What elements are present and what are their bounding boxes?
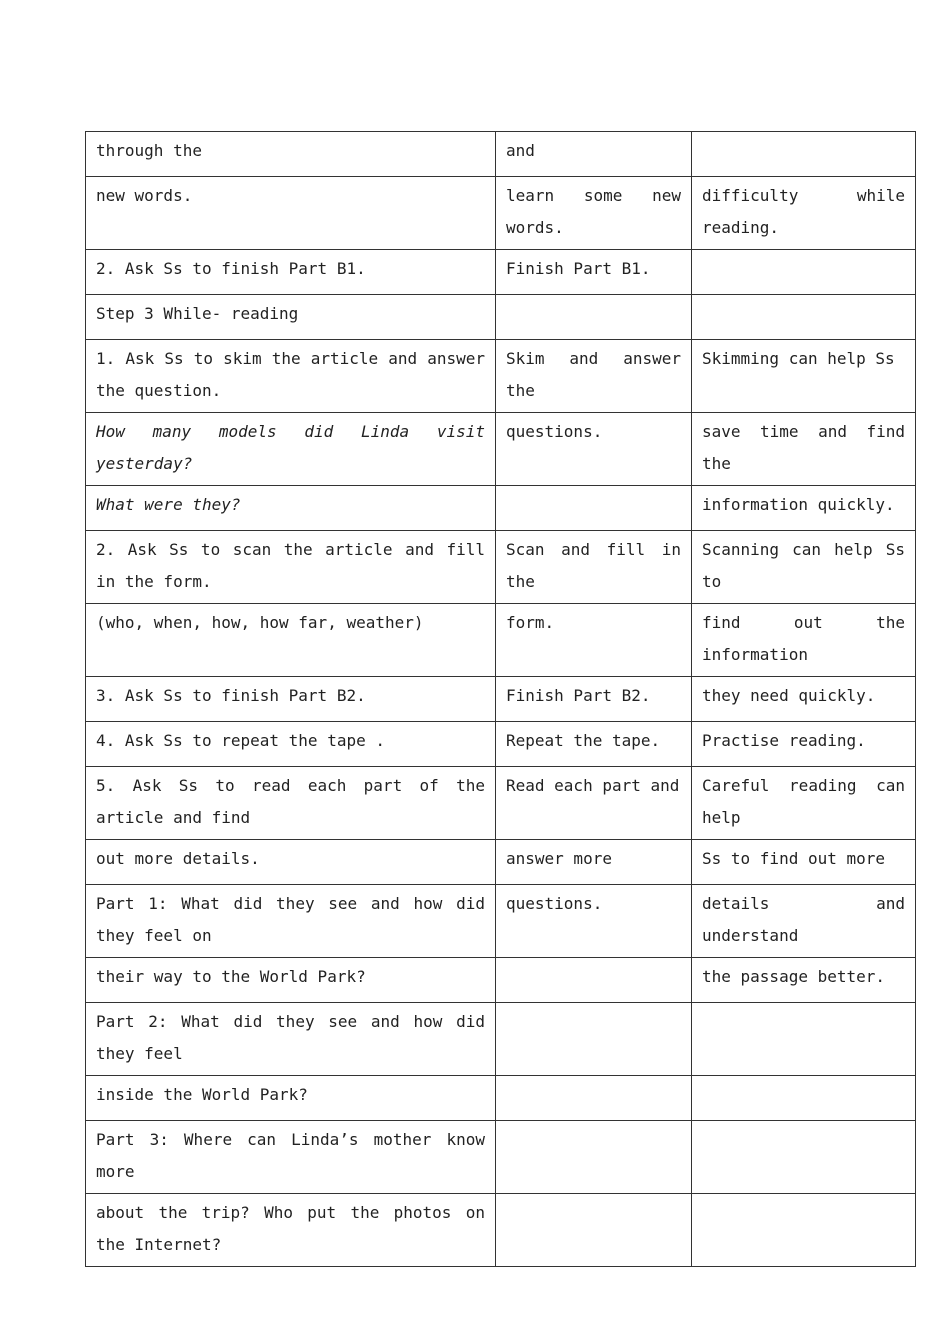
teacher-activity-cell: 1. Ask Ss to skim the article and answer the question. [86,340,496,413]
lesson-plan-table [85,131,916,1267]
table-row [86,677,916,722]
student-activity-cell: Finish Part B1. [496,250,692,295]
table-row [86,1121,916,1194]
student-activity-cell [496,1003,692,1076]
purpose-cell: Ss to find out more [692,840,916,885]
table-row [86,885,916,958]
teacher-activity-cell: out more details. [86,840,496,885]
table-row [86,840,916,885]
purpose-cell [692,295,916,340]
teacher-activity-cell: their way to the World Park? [86,958,496,1003]
table-row [86,531,916,604]
teacher-activity-cell: 3. Ask Ss to finish Part B2. [86,677,496,722]
purpose-cell [692,1003,916,1076]
student-activity-cell: Repeat the tape. [496,722,692,767]
student-activity-cell: answer more [496,840,692,885]
table-row [86,958,916,1003]
teacher-activity-cell: 4. Ask Ss to repeat the tape . [86,722,496,767]
question-cell: How many models did Linda visit yesterday? [86,413,496,486]
purpose-cell [692,250,916,295]
table-row [86,295,916,340]
student-activity-cell: form. [496,604,692,677]
teacher-activity-cell: inside the World Park? [86,1076,496,1121]
student-activity-cell: Read each part and [496,767,692,840]
table-row [86,1003,916,1076]
purpose-cell: the passage better. [692,958,916,1003]
table-row [86,1076,916,1121]
table-row [86,722,916,767]
purpose-cell: Scanning can help Ss to [692,531,916,604]
table-row [86,486,916,531]
teacher-activity-cell: 5. Ask Ss to read each part of the article and find [86,767,496,840]
purpose-cell: Practise reading. [692,722,916,767]
purpose-cell: difficulty while reading. [692,177,916,250]
purpose-cell: they need quickly. [692,677,916,722]
table-row [86,1194,916,1267]
student-activity-cell: Scan and fill in the [496,531,692,604]
student-activity-cell: questions. [496,885,692,958]
table-row [86,250,916,295]
teacher-activity-cell: 2. Ask Ss to scan the article and fill in the form. [86,531,496,604]
purpose-cell: save time and find the [692,413,916,486]
student-activity-cell [496,486,692,531]
purpose-cell: Skimming can help Ss [692,340,916,413]
table-row [86,177,916,250]
purpose-cell [692,1121,916,1194]
table-row [86,132,916,177]
teacher-activity-cell: Part 1: What did they see and how did they feel on [86,885,496,958]
student-activity-cell: and [496,132,692,177]
student-activity-cell: Skim and answer the [496,340,692,413]
table-row [86,413,916,486]
student-activity-cell [496,1121,692,1194]
teacher-activity-cell: Part 2: What did they see and how did they feel [86,1003,496,1076]
teacher-activity-cell: Part 3: Where can Linda’s mother know more [86,1121,496,1194]
teacher-activity-cell: about the trip? Who put the photos on the Internet? [86,1194,496,1267]
student-activity-cell [496,958,692,1003]
table-row [86,340,916,413]
student-activity-cell [496,1194,692,1267]
purpose-cell [692,132,916,177]
student-activity-cell: questions. [496,413,692,486]
purpose-cell [692,1076,916,1121]
student-activity-cell: Finish Part B2. [496,677,692,722]
table-row [86,767,916,840]
purpose-cell: find out the information [692,604,916,677]
purpose-cell [692,1194,916,1267]
teacher-activity-cell: new words. [86,177,496,250]
purpose-cell: information quickly. [692,486,916,531]
purpose-cell: Careful reading can help [692,767,916,840]
student-activity-cell: learn some new words. [496,177,692,250]
teacher-activity-cell: 2. Ask Ss to finish Part B1. [86,250,496,295]
teacher-activity-cell: (who, when, how, how far, weather) [86,604,496,677]
question-cell: What were they? [86,486,496,531]
student-activity-cell [496,295,692,340]
purpose-cell: details and understand [692,885,916,958]
student-activity-cell [496,1076,692,1121]
step-heading-cell: Step 3 While- reading [86,295,496,340]
table-row [86,604,916,677]
teacher-activity-cell: through the [86,132,496,177]
